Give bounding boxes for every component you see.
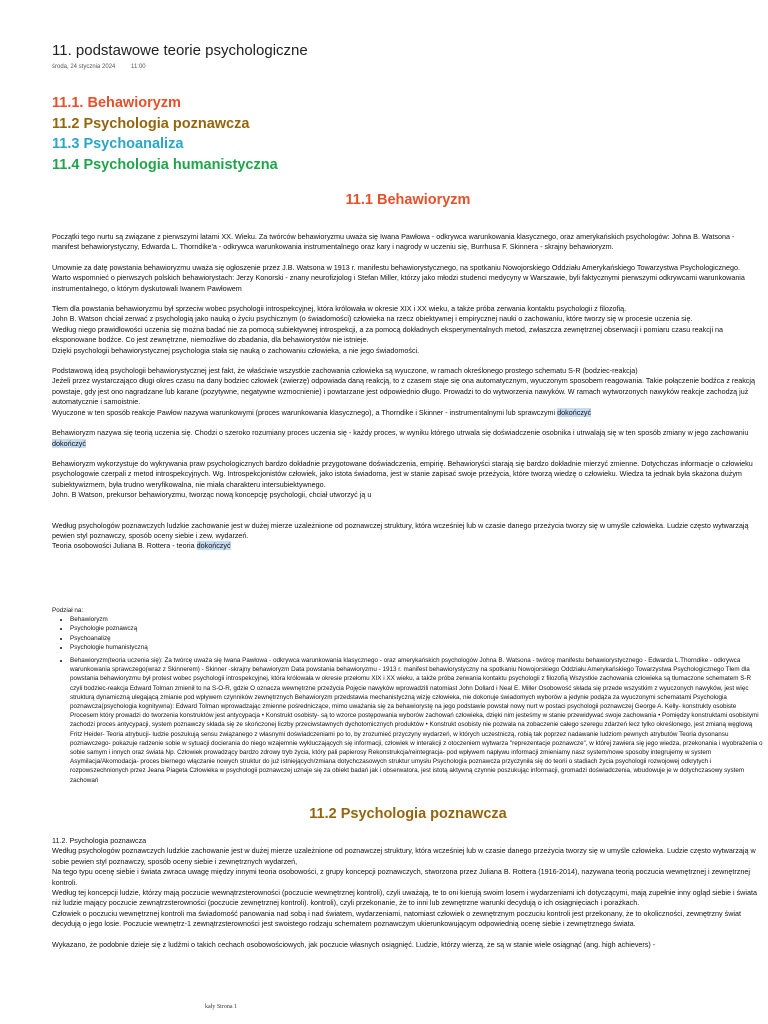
paragraph: Na tego typu ocenę siebie i świata zwraca uwagę między innymi teoria osobowości, z grupy koncepcji poznawczych, stworzona przez Juliana B. Rottera (1916-2014), nazywana teorią poczucia wewnętrznej i zewnętrznej kontroli. xyxy=(52,867,750,887)
paragraph: Dzięki psychologii behawiorystycznej psychologia stała się nauką o zachowaniu człowieka, a nie jego świadomości. xyxy=(52,345,420,355)
paragraph: Behawioryzm wykorzystuje do wykrywania praw psychologicznych bardzo dokładnie przygotowane doświadczenia, empirię. Behawioryści starają się bardzo dokładnie mierzyć zmienne. Dotychczas informacje o człowieku psychologowie czerpali z metod introspekcyjnych. Wg. Introspekcjonistów człowiek, jako istota świadoma, jest w stanie zapisać swoje przeżycia, które tworzą wiedzę o człowieku. Wiedza ta jednak była skażona dużym subiektywizmem, była trudno weryfikowalna, nie miała charakteru intersubiektywnego. xyxy=(52,458,753,489)
list-item-long: • Behawioryzm(teoria uczenia się): Za twórcę uważa się Iwana Pawłowa - odkrywca warunkowania klasycznego - oraz amerykańskich psychologów Johna B. Watsona - twórcę manifestu behawiorystycznego - Edwarda L.Thorndike - odkrywca warunkowania sprawczego(wraz z Skinnerem) - Skinner -skrajny behawioryzm Data powstania behawioryzmu - 1913 r. manifest behawiorystyczny na spotkaniu Nowojorskiego Oddziału Amerykańskiego Towarzystwa Psychologicznego Tłem dla powstania behawioryzmu był protest wobec psychologii introspekcyjnej, która królowała w okresie przełomu XIX i XX wieku, a także próba zerwania kontaktu psychologii z filozofią Wszystkie zachowania człowieka są tłumaczone schematem S-R czyli bodziec-reakcja Edward Tolman zmienił to na S-O-R, gdzie O oznacza wewnętrzne przeżycia Pojęcie nawyków wprowadzili natomiast John Dollard i Neal E. Miller Osobowość składa się przede wszystkim z wyuczonych nawyków, jest więc strukturą dynamiczną ulegającą zmianie pod wpływem czynników zewnętrznych Behawioryzm przedstawia mechanistyczną wizję człowieka, nie dokonuje świadomych wyborów a jedynie podąża za wyuczonymi schematami Psychologia poznawcza(psychologia kognitywna): Edward Tolman wprowadzając zmienne pośredniczące, mimo uważania się za behawiorystę na jego podstawie powstał nowy nurt w postaci psychologii poznawczej George A. Kelly- konstrukty osobiste Procesem który prowadzi do tworzenia konstruktów jest antycypacja • Konstrukt osobisty- są to wzorce postępowania wyborów zachowań człowieka, dzięki nim jesteśmy w stanie przewidywać swoje zachowania • Pomiędzy konstruktami osobistymi zachodzi proces antycypacji, system poznawczy składa się ze skończonej liczby przeciwstawnych dychotomicznych produktów • Konstrukt osobisty nie pozwala na zobaczenie całego szeregu zdarzeń lecz tylko określonego, jest zmianą węglową Fritz Heider- Teoria atrybucji- ludzie poszukują sensu związanego z własnymi doświadczeniami po to, by zrozumieć przyczyny wydarzeń, w których uczestniczą, robią tak poprzez nadawanie ludziom pewnych atrybutów Teoria dysonansu poznawczego- pokazuje radzenie sobie w sytuacji docierania do niego wzajemnie wykluczających się informacji, człowiek w interakcji z otoczeniem wytwarza "reprezentacje poznawcze", w której zawiera się jego wiedza, przekonania i wyobrażenia o sobie samym i innych oraz świata Np. Człowiek prowadzący bardzo zdrowy tryb życia, który pali papierosy Rekonstrukcja/reintegracja- pod wpływem napływu informacji zmieniamy nasz system/nowe sposoby integrujemy w system Asymilacja/Akomodacja- proces biernego włączanie nowych struktur do już istniejących/zmiana dotychczasowych struktur umysłu Psychologia poznawcza przyczyniła się do teorii o stadiach życia psychologii rozwojowej odkrytych i rozpowszechnionych przez Jeana Piageta Człowieka w psychologii poznawczej uznaje się za obiekt badań jak i obserwatora, jest istotą aktywną czynnie poszukując informacji, gromadzi doświadczenia, wbudowuje je w dotychczasowy system zachowań xyxy=(70,656,764,785)
toc-item-behawioryzm[interactable]: 11.1. Behawioryzm xyxy=(52,95,181,111)
notes-title: Podział na: xyxy=(52,607,84,614)
paragraph: Według psychologów poznawczych ludzkie zachowanie jest w dużej mierze uzależnione od poznawczej struktury, która wcześniej lub w czasie danego przeżycia tworzy się w umyśle człowieka. Ludzie często wytwarzają w sobie pewien styl poznawczy, sposób oceny siebie i zewnętrznych wydarzeń, xyxy=(52,846,756,866)
paragraph: Wykazano, że podobnie dzieje się z ludźmi o takich cechach osobowościowych, jak poczucie własnych osiągnięć. Ludzie, którzy wierzą, że są w stanie wiele osiągnąć (ang. high achievers) - xyxy=(52,939,656,949)
paragraph: Według psychologów poznawczych ludzkie zachowanie jest w dużej mierze uzależnione od poznawczej struktury, która wcześniej lub w czasie danego przeżycia tworzy się w umyśle człowieka. Ludzie często wytwarzają pewien styl poznawczy, sposób oceny siebie i zew. wydarzeń. xyxy=(52,520,749,540)
highlighted-text: dokończyć xyxy=(196,541,231,551)
paragraph: Podstawową ideą psychologii behawiorystycznej jest fakt, że właściwie wszystkie zachowania człowieka są wyuczone, w ramach określonego prostego schematu S-R (bodziec-reakcja) xyxy=(52,366,638,376)
paragraph: John. B Watson, prekursor behawioryzmu, tworząc nową koncepcję psychologii, chciał utworzyć ją u xyxy=(52,490,372,500)
paragraph: Umownie za datę powstania behawioryzmu uważa się ogłoszenie przez J.B. Watsona w 1913 r. manifestu behawiorystycznego, na spotkaniu Nowojorskiego Oddziału Amerykańskiego Towarzystwa Psychologicznego. xyxy=(52,262,740,272)
notes-block[interactable] xyxy=(52,606,764,785)
page-footer: kały Strona 1 xyxy=(205,1004,237,1010)
highlighted-text: dokończyć xyxy=(557,407,592,417)
paragraph xyxy=(52,408,760,418)
paragraph xyxy=(52,541,760,551)
section-heading-behawioryzm: 11.1 Behawioryzm xyxy=(345,192,471,208)
toc-item-psychoanaliza[interactable]: 11.3 Psychoanaliza xyxy=(52,136,184,152)
paragraph: Tłem dla powstania behawioryzmu był sprzeciw wobec psychologii introspekcyjnej, która królowała w okresie XIX i XX wieku, a także próba zerwania kontaktu psychologii z filozofią. xyxy=(52,304,627,314)
page-date: środa, 24 stycznia 2024 xyxy=(52,64,116,70)
section1-body[interactable] xyxy=(52,232,760,552)
toc-item-psychologia-humanistyczna[interactable]: 11.4 Psychologia humanistyczna xyxy=(52,156,278,173)
paragraph: John B. Watson chciał zerwać z psychologią jako nauką o życiu psychicznym (o świadomości) człowieka na rzecz obiektywnej i empirycznej nauki o zachowaniu, które tworzy się w procesie uczenia się. xyxy=(52,314,693,324)
paragraph: Według niego prawidłowości uczenia się można badać nie za pomocą subiektywnej introspekcji, a za pomocą dokładnych eksperymentalnych metod, zwłaszcza zewnętrznej obserwacji i pomiaru czasu reakcji na eksponowane bodźce. Co jest zewnętrzne, niemożliwe do zbadania, dla behawiorystów nie istnieje. xyxy=(52,324,724,345)
section2-body[interactable] xyxy=(52,836,760,950)
paragraph: 11.2. Psychologia poznawcza xyxy=(52,836,147,845)
table-of-contents xyxy=(52,93,278,175)
page-date-time xyxy=(52,64,160,70)
paragraph: Warto wspomnieć o pierwszych polskich behawiorystach: Jerzy Konorski - znany neurofizjolog i Stefan Miller, którzy jako młodzi studenci medycyny w Warszawie, byli faktycznymi pierwszymi odkrywcami warunkowania instrumentalnego, o którym dyskutowali Iwanem Pawłowem xyxy=(52,273,745,293)
list-item: • Psychologie poznawczą xyxy=(70,624,764,633)
highlighted-text: dokończyć xyxy=(52,438,86,448)
paragraph: Początki tego nurtu są związane z pierwszymi latami XX. Wieku. Za twórców behawioryzmu uważa się Iwana Pawłowa - odkrywca warunkowania klasycznego, oraz amerykańskich psychologów: Johna B. Watsona - manifest behawiorystyczny, Edwarda L. Thorndike'a - odkrywca warunkowania instrumentalnego oraz kary i nagrody w uczeniu się, Burrhusa F. Skinnera - skrajny behawioryzm. xyxy=(52,232,735,252)
page-time: 11:00 xyxy=(131,64,146,70)
toc-item-psychologia-poznawcza[interactable]: 11.2 Psychologia poznawcza xyxy=(52,115,250,132)
list-item: • Behawioryzm xyxy=(70,615,764,624)
paragraph: Jeżeli przez wystarczająco długi okres czasu na dany bodziec człowiek (zwierzę) odpowiada daną reakcją, to z czasem staje się ona automatycznym, wyuczonym sposobem reagowania. Takie połączenie bodźca z reakcją powstaje, gdy jest ono nagradzane lub karane (pozytywne, negatywne wzmocnienie) i powtarzane jest odpowiednio długo. Prowadzi to do wytworzenia nawyków. W ramach wytworzonych nawyków reakcje zachodzą już automatycznie i samoistnie. xyxy=(52,376,755,407)
section-heading-psychologia-poznawcza: 11.2 Psychologia poznawcza xyxy=(309,806,507,822)
list-item: • Psychologie humanistyczną xyxy=(70,643,764,652)
paragraph-text: Behawioryzm nazywa się teorią uczenia się. Chodzi o szeroko rozumiany proces uczenia się - każdy proces, w wyniku którego utrwala się doświadczenie osobnika i utrwalają się w ten sposób zmiany w jego zachowaniu xyxy=(52,428,749,438)
list-item: • Psychoanalizę xyxy=(70,634,764,643)
paragraph xyxy=(52,428,760,449)
paragraph-text: Wyuczone w ten sposób reakcje Pawłow nazywa warunkowymi (proces warunkowania klasycznego), a Thorndike i Skinner - instrumentalnymi lub sprawczymi xyxy=(52,407,556,417)
paragraph: Według tej koncepcji ludzie, którzy mają poczucie wewnątrzsterowności (poczucie wewnętrznej kontroli), czyli uważają, te to oni kierują swoim losem i wydarzeniami ich dotyczącymi, mają zupełnie inny ogląd siebie i świata niż ludzie mający poczucie zewnątrzsterowności (poczucie zewnętrznej kontroli). kontroli), czyli przekonanie, że to inni lub zewnętrzne warunki decydują o ich osiągnięciach i porażkach. xyxy=(52,888,757,908)
paragraph-text: Teoria osobowości Juliana B. Rottera - teoria xyxy=(52,541,195,551)
paragraph: Człowiek o poczuciu wewnętrznej kontroli ma świadomość panowania nad sobą i nad światem, wydarzeniami, natomiast człowiek o zewnętrznym poczuciu kontroli jest przekonany, że to okoliczności, zewnętrzny świat decydują o jego losie. Poczucie wewnętrz-1 zewnątrzsterowności jest swoistego rodzaju schematem poznawczym ukierunkowującym odpowiednią ocenę siebie i zewnętrznego świata. xyxy=(52,908,741,929)
page-title[interactable]: 11. podstawowe teorie psychologiczne xyxy=(52,42,308,59)
notes-list xyxy=(52,615,764,785)
